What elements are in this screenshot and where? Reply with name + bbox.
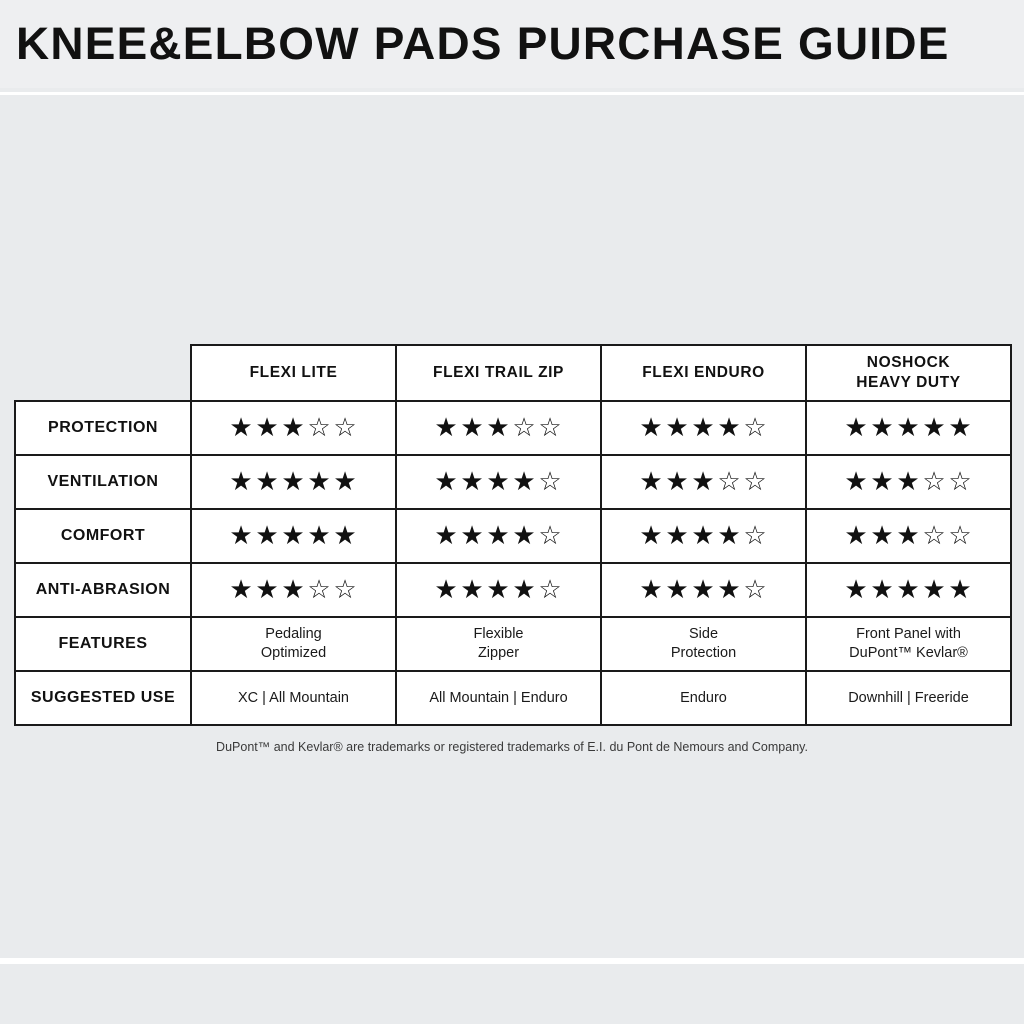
row-label: PROTECTION xyxy=(15,401,191,455)
star-rating: ★★★☆☆ xyxy=(639,466,768,497)
rating-cell xyxy=(191,509,396,563)
star-rating: ★★★★★ xyxy=(229,466,358,497)
table-row xyxy=(15,671,1011,725)
table-corner-cell xyxy=(15,345,191,401)
star-rating: ★★★★★ xyxy=(844,574,973,605)
star-rating: ★★★★☆ xyxy=(434,466,563,497)
table-row xyxy=(15,455,1011,509)
rating-cell xyxy=(601,509,806,563)
star-rating: ★★★★☆ xyxy=(639,412,768,443)
rating-cell xyxy=(601,455,806,509)
rating-cell xyxy=(806,509,1011,563)
star-rating: ★★★☆☆ xyxy=(844,466,973,497)
text-cell: Side Protection xyxy=(601,617,806,671)
text-cell: Front Panel with DuPont™ Kevlar® xyxy=(806,617,1011,671)
title-band xyxy=(0,0,1024,88)
table-row xyxy=(15,563,1011,617)
row-label: SUGGESTED USE xyxy=(15,671,191,725)
star-rating: ★★★★★ xyxy=(229,520,358,551)
page-title: KNEE&ELBOW PADS PURCHASE GUIDE xyxy=(16,18,950,69)
rating-cell xyxy=(806,563,1011,617)
text-cell: All Mountain | Enduro xyxy=(396,671,601,725)
star-rating: ★★★★☆ xyxy=(434,520,563,551)
rating-cell xyxy=(191,563,396,617)
column-header: FLEXI TRAIL ZIP xyxy=(396,345,601,401)
rating-cell xyxy=(396,509,601,563)
rating-cell xyxy=(396,563,601,617)
comparison-table-wrap xyxy=(14,344,1010,726)
text-cell: Pedaling Optimized xyxy=(191,617,396,671)
text-cell: Enduro xyxy=(601,671,806,725)
title-divider xyxy=(0,92,1024,95)
rating-cell xyxy=(806,401,1011,455)
rating-cell xyxy=(601,563,806,617)
trademark-footnote: DuPont™ and Kevlar® are trademarks or registered trademarks of E.I. du Pont de Nemours and Company. xyxy=(216,740,808,754)
text-cell: XC | All Mountain xyxy=(191,671,396,725)
column-header: NOSHOCK HEAVY DUTY xyxy=(806,345,1011,401)
row-label: FEATURES xyxy=(15,617,191,671)
row-label: VENTILATION xyxy=(15,455,191,509)
column-header: FLEXI ENDURO xyxy=(601,345,806,401)
star-rating: ★★★★☆ xyxy=(639,574,768,605)
star-rating: ★★★★☆ xyxy=(434,574,563,605)
text-cell: Flexible Zipper xyxy=(396,617,601,671)
rating-cell xyxy=(396,401,601,455)
rating-cell xyxy=(396,455,601,509)
table-row xyxy=(15,401,1011,455)
column-header: FLEXI LITE xyxy=(191,345,396,401)
rating-cell xyxy=(191,401,396,455)
bottom-band xyxy=(0,964,1024,1024)
table-header-row xyxy=(15,345,1011,401)
table-row xyxy=(15,617,1011,671)
star-rating: ★★★☆☆ xyxy=(229,412,358,443)
star-rating: ★★★☆☆ xyxy=(844,520,973,551)
table-row xyxy=(15,509,1011,563)
star-rating: ★★★☆☆ xyxy=(434,412,563,443)
rating-cell xyxy=(806,455,1011,509)
comparison-table xyxy=(14,344,1012,726)
rating-cell xyxy=(601,401,806,455)
text-cell: Downhill | Freeride xyxy=(806,671,1011,725)
rating-cell xyxy=(191,455,396,509)
row-label: ANTI-ABRASION xyxy=(15,563,191,617)
row-label: COMFORT xyxy=(15,509,191,563)
star-rating: ★★★★★ xyxy=(844,412,973,443)
star-rating: ★★★★☆ xyxy=(639,520,768,551)
star-rating: ★★★☆☆ xyxy=(229,574,358,605)
